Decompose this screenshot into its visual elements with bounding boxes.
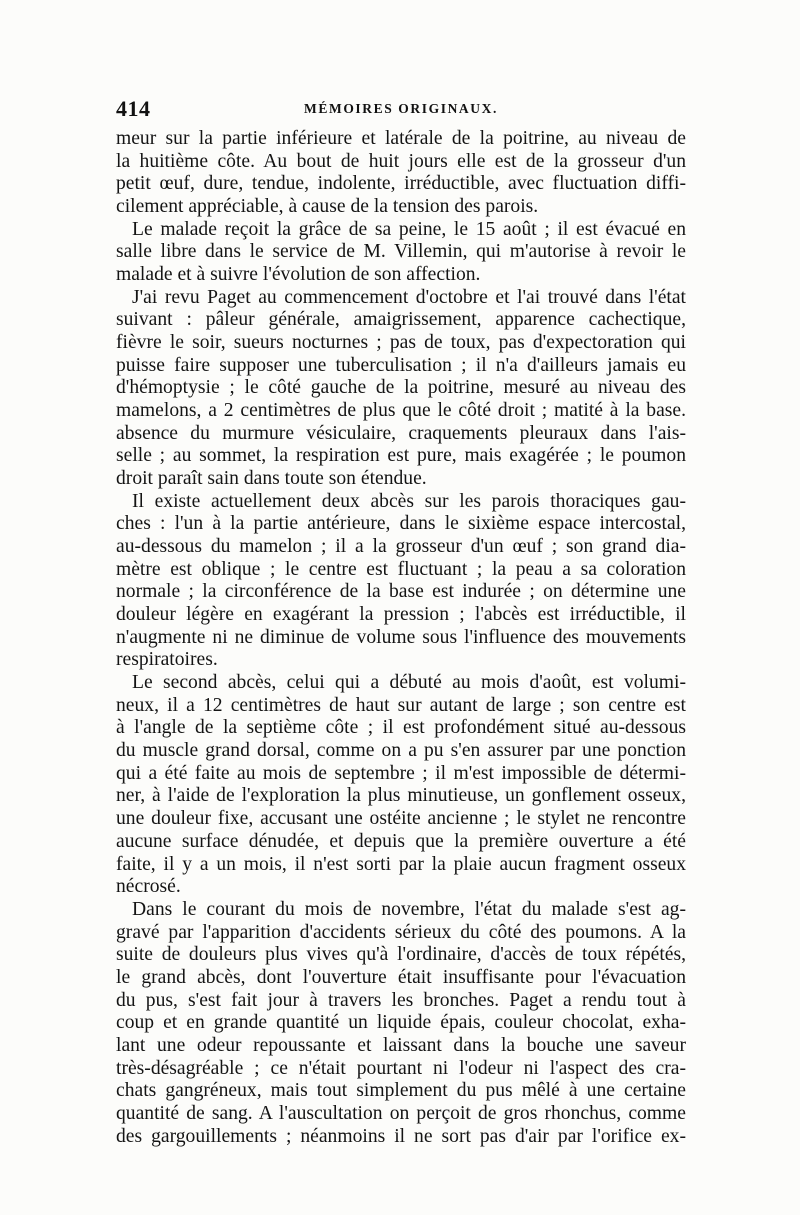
- text-line: puisse faire supposer une tuberculisation ; il n'a d'ailleurs jamais eu: [116, 354, 686, 376]
- text-line: droit paraît sain dans toute son étendue.: [116, 468, 427, 490]
- text-line: petit œuf, dure, tendue, indolente, irréductible, avec fluctuation diffi-: [116, 173, 686, 195]
- text-line: aucune surface dénudée, et depuis que la première ouverture a été: [116, 830, 686, 852]
- text-line: à l'angle de la septième côte ; il est profondément situé au-dessous: [116, 717, 686, 739]
- text-line: la huitième côte. Au bout de huit jours elle est de la grosseur d'un: [116, 150, 686, 172]
- page-header: [116, 96, 686, 124]
- text-line: respiratoires.: [116, 649, 218, 671]
- body-text: [116, 128, 686, 1148]
- text-line: très-désagréable ; ce n'était pourtant ni l'odeur ni l'aspect des cra-: [116, 1057, 686, 1079]
- text-line: fièvre le soir, sueurs nocturnes ; pas de toux, pas d'expectoration qui: [116, 332, 686, 354]
- text-line: ner, à l'aide de l'exploration la plus minutieuse, un gonflement osseux,: [116, 785, 686, 807]
- text-line: malade et à suivre l'évolution de son affection.: [116, 264, 481, 286]
- text-line: au-dessous du mamelon ; il a la grosseur d'un œuf ; son grand dia-: [116, 536, 686, 558]
- text-line: ches : l'un à la partie antérieure, dans le sixième espace intercostal,: [116, 513, 686, 535]
- text-line: cilement appréciable, à cause de la tension des parois.: [116, 196, 539, 218]
- text-line: J'ai revu Paget au commencement d'octobre et l'ai trouvé dans l'état: [132, 286, 686, 308]
- text-line: suite de douleurs plus vives qu'à l'ordinaire, d'accès de toux répétés,: [116, 944, 686, 966]
- text-line: mètre est oblique ; le centre est fluctuant ; la peau a sa coloration: [116, 558, 686, 580]
- running-title: MÉMOIRES ORIGINAUX.: [304, 101, 498, 116]
- text-line: mamelons, a 2 centimètres de plus que le côté droit ; matité à la base.: [116, 400, 686, 422]
- text-line: des gargouillements ; néanmoins il ne sort pas d'air par l'orifice ex-: [116, 1125, 686, 1147]
- text-line: qui a été faite au mois de septembre ; il m'est impossible de détermi-: [116, 762, 686, 784]
- text-line: Le malade reçoit la grâce de sa peine, le 15 août ; il est évacué en: [132, 218, 686, 240]
- text-line: chats gangréneux, mais tout simplement du pus mêlé à une certaine: [116, 1080, 686, 1102]
- text-line: faite, il y a un mois, il n'est sorti par la plaie aucun fragment osseux: [116, 853, 686, 875]
- text-line: du muscle grand dorsal, comme on a pu s'en assurer par une ponction: [116, 740, 686, 762]
- text-line: le grand abcès, dont l'ouverture était insuffisante pour l'évacuation: [116, 966, 686, 988]
- text-line: quantité de sang. A l'auscultation on perçoit de gros rhonchus, comme: [116, 1102, 686, 1124]
- text-line: une douleur fixe, accusant une ostéite ancienne ; le stylet ne rencontre: [116, 808, 686, 830]
- text-line: lant une odeur repoussante et laissant dans la bouche une saveur: [116, 1034, 686, 1056]
- text-line: neux, il a 12 centimètres de haut sur autant de large ; son centre est: [116, 694, 686, 716]
- text-line: gravé par l'apparition d'accidents sérieux du côté des poumons. A la: [116, 921, 686, 943]
- text-line: nécrosé.: [116, 876, 181, 898]
- text-line: Le second abcès, celui qui a débuté au mois d'août, est volumi-: [132, 672, 686, 694]
- text-line: d'hémoptysie ; le côté gauche de la poitrine, mesuré au niveau des: [116, 377, 686, 399]
- text-line: suivant : pâleur générale, amaigrissement, apparence cachectique,: [116, 309, 686, 331]
- text-line: douleur légère en exagérant la pression ; l'abcès est irréductible, il: [116, 604, 686, 626]
- page-number: 414: [116, 96, 151, 121]
- text-line: Dans le courant du mois de novembre, l'état du malade s'est ag-: [132, 898, 686, 920]
- text-line: selle ; au sommet, la respiration est pure, mais exagérée ; le poumon: [116, 445, 686, 467]
- text-line: n'augmente ni ne diminue de volume sous l'influence des mouvements: [116, 626, 686, 648]
- text-line: absence du murmure vésiculaire, craquements pleuraux dans l'ais-: [116, 422, 686, 444]
- text-line: Il existe actuellement deux abcès sur les parois thoraciques gau-: [132, 490, 686, 512]
- text-line: coup et en grande quantité un liquide épais, couleur chocolat, exha-: [116, 1012, 686, 1034]
- text-line: normale ; la circonférence de la base est indurée ; on détermine une: [116, 581, 686, 603]
- text-line: meur sur la partie inférieure et latérale de la poitrine, au niveau de: [116, 128, 686, 149]
- text-line: du pus, s'est fait jour à travers les bronches. Paget a rendu tout à: [116, 989, 686, 1011]
- text-line: salle libre dans le service de M. Villemin, qui m'autorise à revoir le: [116, 241, 686, 263]
